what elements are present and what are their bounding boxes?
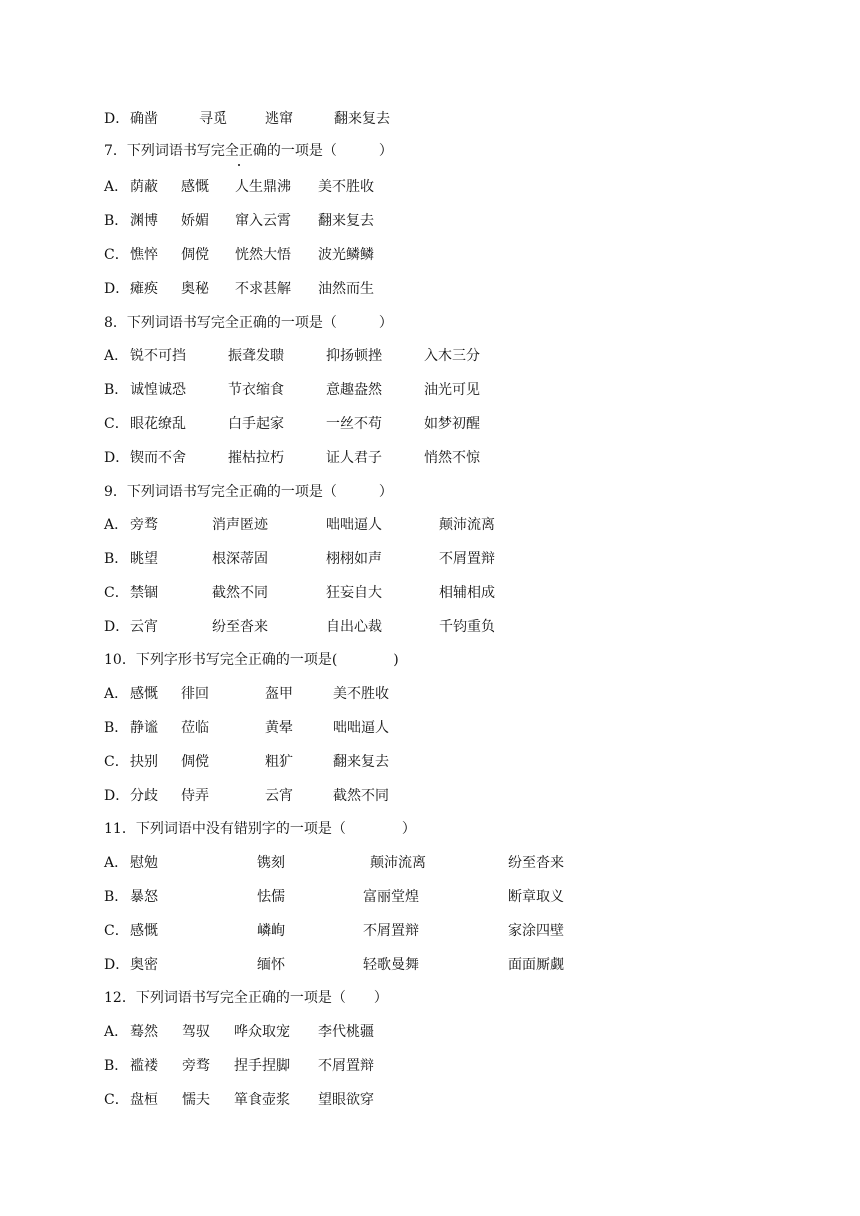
option-word: 感慨 (130, 923, 158, 939)
option-letter: A． (104, 179, 129, 195)
option-letter: C． (104, 585, 129, 601)
option-word: 自出心裁 (326, 619, 382, 635)
option-letter: B． (104, 1058, 129, 1074)
option-word: 栩栩如声 (326, 551, 382, 567)
stem-text: 7．下列词语书写 (104, 143, 211, 159)
stem-text: 的一项是（ ） (266, 143, 393, 159)
option-word: 入木三分 (424, 348, 480, 364)
option-word: 纷至沓来 (508, 855, 564, 871)
option-word: 美不胜收 (318, 179, 374, 195)
option-word: 莅临 (181, 720, 209, 736)
option-letter: C． (104, 1092, 129, 1108)
option-word: 蓦然 (130, 1024, 158, 1040)
stem-text: 12．下列词语书写完全正确的一项是（ ） (104, 990, 388, 1006)
option-word: 节衣缩食 (228, 382, 284, 398)
option-word: 证人君子 (326, 450, 382, 466)
option-word: 旁骛 (182, 1058, 210, 1074)
option-letter: C． (104, 416, 129, 432)
option-word: 油光可见 (424, 382, 480, 398)
option-word: 禁锢 (130, 585, 158, 601)
option-word: 不屑置辩 (439, 551, 495, 567)
option-word: 镌刻 (257, 855, 285, 871)
question-12-stem (104, 988, 388, 1008)
option-word: 不屑置辩 (318, 1058, 374, 1074)
stem-text: 11．下列词语中没有错别字的一项是（ ） (104, 821, 416, 837)
option-word: 怯儒 (257, 889, 285, 905)
option-word: 哗众取宠 (234, 1024, 290, 1040)
option-word: 逃窜 (265, 111, 293, 127)
stem-text: 8．下列词语书写完全正确的一项是（ ） (104, 315, 393, 331)
option-word: 消声匿迹 (212, 517, 268, 533)
option-letter: C． (104, 247, 129, 263)
option-word: 驾驭 (182, 1024, 210, 1040)
option-letter: D． (104, 111, 130, 127)
option-letter: A． (104, 686, 129, 702)
option-word: 油然而生 (318, 281, 374, 297)
option-word: 不屑置辩 (363, 923, 419, 939)
option-letter: B． (104, 889, 129, 905)
option-word: 恍然大悟 (235, 247, 291, 263)
option-letter: A． (104, 855, 129, 871)
option-letter: D． (104, 788, 130, 804)
option-word: 慰勉 (130, 855, 158, 871)
option-word: 黄晕 (265, 720, 293, 736)
option-word: 振聋发聩 (228, 348, 284, 364)
question-11-stem (104, 819, 416, 839)
question-8-stem (104, 313, 393, 333)
option-word: 断章取义 (508, 889, 564, 905)
option-word: 人生鼎沸 (235, 179, 291, 195)
option-letter: B． (104, 720, 129, 736)
emphasis-text: 完全正确 (210, 143, 267, 159)
option-word: 侍弄 (181, 788, 209, 804)
option-word: 轻歌曼舞 (363, 957, 419, 973)
option-letter: D． (104, 957, 130, 973)
option-letter: D． (104, 281, 130, 297)
option-word: 捏手捏脚 (234, 1058, 290, 1074)
option-word: 如梦初醒 (424, 416, 480, 432)
option-word: 嶙峋 (257, 923, 285, 939)
option-word: 翻来复去 (334, 111, 390, 127)
option-word: 锲而不舍 (130, 450, 186, 466)
option-letter: C． (104, 923, 129, 939)
option-word: 截然不同 (212, 585, 268, 601)
option-word: 颠沛流离 (439, 517, 495, 533)
option-word: 奥秘 (181, 281, 209, 297)
option-letter: A． (104, 517, 129, 533)
option-word: 纷至沓来 (212, 619, 268, 635)
option-word: 悄然不惊 (424, 450, 480, 466)
stem-text: 9．下列词语书写完全正确的一项是（ ） (104, 484, 393, 500)
option-word: 寻觅 (199, 111, 227, 127)
option-word: 憔悴 (130, 247, 158, 263)
option-letter: A． (104, 1024, 129, 1040)
option-word: 娇媚 (181, 213, 209, 229)
option-letter: D． (104, 619, 130, 635)
option-word: 倜傥 (181, 754, 209, 770)
option-word: 截然不同 (333, 788, 389, 804)
option-word: 一丝不苟 (326, 416, 382, 432)
option-word: 狂妄自大 (326, 585, 382, 601)
option-word: 意趣盎然 (326, 382, 382, 398)
option-word: 旁骛 (130, 517, 158, 533)
option-word: 徘回 (181, 686, 209, 702)
option-word: 美不胜收 (333, 686, 389, 702)
option-word: 箪食壶浆 (234, 1092, 290, 1108)
question-9-stem (104, 482, 393, 502)
option-word: 倜傥 (181, 247, 209, 263)
option-word: 感慨 (130, 686, 158, 702)
option-word: 抉别 (130, 754, 158, 770)
question-10-stem (104, 650, 399, 670)
stem-text: 10．下列字形书写完全正确的一项是( ) (104, 652, 399, 668)
option-letter: B． (104, 551, 129, 567)
option-word: 锐不可挡 (130, 348, 186, 364)
option-word: 奥密 (130, 957, 158, 973)
option-word: 暴怒 (130, 889, 158, 905)
option-word: 褴褛 (130, 1058, 158, 1074)
question-7-stem (104, 141, 393, 161)
option-letter: B． (104, 213, 129, 229)
option-word: 白手起家 (228, 416, 284, 432)
option-word: 面面厮觑 (508, 957, 564, 973)
option-word: 眼花缭乱 (130, 416, 186, 432)
option-word: 李代桃疆 (318, 1024, 374, 1040)
option-word: 荫蔽 (130, 179, 158, 195)
option-word: 波光鳞鳞 (318, 247, 374, 263)
option-letter: D． (104, 450, 130, 466)
option-word: 咄咄逼人 (333, 720, 389, 736)
option-letter: B． (104, 382, 129, 398)
option-word: 云宵 (130, 619, 158, 635)
option-word: 咄咄逼人 (326, 517, 382, 533)
option-word: 缅怀 (257, 957, 285, 973)
option-word: 诚惶诚恐 (130, 382, 186, 398)
option-word: 根深蒂固 (212, 551, 268, 567)
option-word: 富丽堂煌 (363, 889, 419, 905)
option-word: 摧枯拉朽 (228, 450, 284, 466)
option-word: 懦夫 (182, 1092, 210, 1108)
option-word: 颠沛流离 (370, 855, 426, 871)
option-word: 千钧重负 (439, 619, 495, 635)
option-word: 确凿 (130, 111, 158, 127)
option-word: 望眼欲穿 (318, 1092, 374, 1108)
option-letter: C． (104, 754, 129, 770)
option-word: 翻来复去 (333, 754, 389, 770)
option-word: 分歧 (130, 788, 158, 804)
option-word: 云宵 (265, 788, 293, 804)
option-word: 瘫痪 (130, 281, 158, 297)
option-word: 感慨 (181, 179, 209, 195)
option-letter: A． (104, 348, 129, 364)
option-word: 粗犷 (265, 754, 293, 770)
option-word: 不求甚解 (235, 281, 291, 297)
option-word: 盔甲 (265, 686, 293, 702)
option-word: 窜入云霄 (235, 213, 291, 229)
option-word: 家涂四壁 (508, 923, 564, 939)
option-word: 相辅相成 (439, 585, 495, 601)
option-word: 渊博 (130, 213, 158, 229)
option-word: 静谧 (130, 720, 158, 736)
option-word: 盘桓 (130, 1092, 158, 1108)
option-word: 抑扬顿挫 (326, 348, 382, 364)
option-word: 翻来复去 (318, 213, 374, 229)
option-word: 眺望 (130, 551, 158, 567)
